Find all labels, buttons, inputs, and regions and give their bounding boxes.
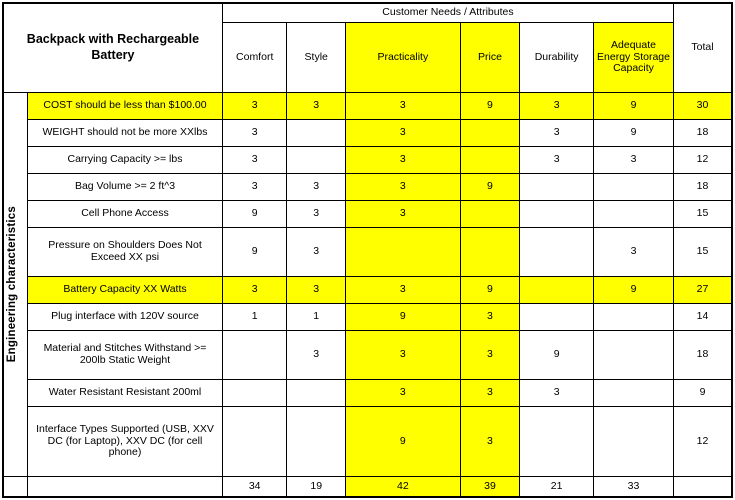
cell-battery-total: 27 bbox=[673, 277, 732, 304]
cell-carrying-price bbox=[460, 147, 519, 174]
cell-cellphone-price bbox=[460, 201, 519, 228]
totals-row-label bbox=[28, 477, 223, 498]
totals-row bbox=[3, 477, 732, 498]
page-title: Backpack with Rechargeable Battery bbox=[26, 32, 200, 63]
cell-weight-durability: 3 bbox=[520, 120, 594, 147]
row-label-water-resistant: Water Resistant Resistant 200ml bbox=[28, 379, 223, 406]
corner-title-cell bbox=[3, 3, 222, 93]
cell-weight-total: 18 bbox=[673, 120, 732, 147]
cell-interface-style bbox=[287, 406, 345, 476]
column-header-price: Price bbox=[460, 23, 519, 93]
total-energy: 33 bbox=[594, 477, 674, 498]
cell-carrying-style bbox=[287, 147, 345, 174]
cell-plug-total: 14 bbox=[673, 304, 732, 331]
cell-battery-durability bbox=[520, 277, 594, 304]
row-label-cell-phone-access: Cell Phone Access bbox=[28, 201, 223, 228]
row-label-cost: COST should be less than $100.00 bbox=[28, 93, 223, 120]
cell-cost-practicality: 3 bbox=[345, 93, 460, 120]
cell-water-price: 3 bbox=[460, 379, 519, 406]
cell-cellphone-style: 3 bbox=[287, 201, 345, 228]
cell-material-style: 3 bbox=[287, 331, 345, 380]
cell-material-energy bbox=[594, 331, 674, 380]
cell-cost-style: 3 bbox=[287, 93, 345, 120]
cell-cellphone-comfort: 9 bbox=[222, 201, 287, 228]
cell-pressure-style: 3 bbox=[287, 228, 345, 277]
row-label-interface-types: Interface Types Supported (USB, XXV DC (for Laptop), XXV DC (for cell phone) bbox=[28, 406, 223, 476]
table-row bbox=[3, 93, 732, 120]
cell-plug-comfort: 1 bbox=[222, 304, 287, 331]
customer-needs-group-header: Customer Needs / Attributes bbox=[222, 3, 673, 23]
cell-battery-practicality: 3 bbox=[345, 277, 460, 304]
cell-battery-energy: 9 bbox=[594, 277, 674, 304]
cell-water-style bbox=[287, 379, 345, 406]
cell-bagvolume-comfort: 3 bbox=[222, 174, 287, 201]
column-header-adequate-energy-storage-capacity: Adequate Energy Storage Capacity bbox=[594, 23, 674, 93]
row-label-bag-volume: Bag Volume >= 2 ft^3 bbox=[28, 174, 223, 201]
cell-interface-practicality: 9 bbox=[345, 406, 460, 476]
cell-cellphone-total: 15 bbox=[673, 201, 732, 228]
cell-water-energy bbox=[594, 379, 674, 406]
table-row bbox=[3, 379, 732, 406]
column-header-style: Style bbox=[287, 23, 345, 93]
cell-battery-style: 3 bbox=[287, 277, 345, 304]
cell-bagvolume-price: 9 bbox=[460, 174, 519, 201]
cell-pressure-durability bbox=[520, 228, 594, 277]
cell-plug-price: 3 bbox=[460, 304, 519, 331]
header-group-row bbox=[3, 3, 732, 23]
total-style: 19 bbox=[287, 477, 345, 498]
table-row bbox=[3, 201, 732, 228]
cell-cost-total: 30 bbox=[673, 93, 732, 120]
cell-material-total: 18 bbox=[673, 331, 732, 380]
cell-battery-price: 9 bbox=[460, 277, 519, 304]
table-row bbox=[3, 174, 732, 201]
table-row bbox=[3, 331, 732, 380]
engineering-characteristics-axis-label bbox=[3, 93, 28, 477]
side-axis-label-text: Engineering characteristics bbox=[6, 206, 18, 363]
total-practicality: 42 bbox=[345, 477, 460, 498]
cell-plug-practicality: 9 bbox=[345, 304, 460, 331]
cell-water-total: 9 bbox=[673, 379, 732, 406]
cell-cost-comfort: 3 bbox=[222, 93, 287, 120]
total-durability: 21 bbox=[520, 477, 594, 498]
cell-cost-durability: 3 bbox=[520, 93, 594, 120]
cell-bagvolume-total: 18 bbox=[673, 174, 732, 201]
cell-interface-durability bbox=[520, 406, 594, 476]
cell-carrying-energy: 3 bbox=[594, 147, 674, 174]
cell-bagvolume-energy bbox=[594, 174, 674, 201]
cell-battery-comfort: 3 bbox=[222, 277, 287, 304]
row-label-material-stitches: Material and Stitches Withstand >= 200lb Static Weight bbox=[28, 331, 223, 380]
row-label-carrying-capacity: Carrying Capacity >= lbs bbox=[28, 147, 223, 174]
cell-pressure-energy: 3 bbox=[594, 228, 674, 277]
cell-plug-energy bbox=[594, 304, 674, 331]
row-label-weight: WEIGHT should not be more XXlbs bbox=[28, 120, 223, 147]
row-label-plug-interface: Plug interface with 120V source bbox=[28, 304, 223, 331]
total-grand bbox=[673, 477, 732, 498]
cell-bagvolume-durability bbox=[520, 174, 594, 201]
cell-water-durability: 3 bbox=[520, 379, 594, 406]
cell-bagvolume-style: 3 bbox=[287, 174, 345, 201]
cell-water-practicality: 3 bbox=[345, 379, 460, 406]
cell-interface-price: 3 bbox=[460, 406, 519, 476]
cell-pressure-comfort: 9 bbox=[222, 228, 287, 277]
cell-water-comfort bbox=[222, 379, 287, 406]
column-header-practicality: Practicality bbox=[345, 23, 460, 93]
cell-weight-energy: 9 bbox=[594, 120, 674, 147]
row-label-pressure-shoulders: Pressure on Shoulders Does Not Exceed XX psi bbox=[28, 228, 223, 277]
cell-cost-price: 9 bbox=[460, 93, 519, 120]
cell-carrying-durability: 3 bbox=[520, 147, 594, 174]
table-row bbox=[3, 228, 732, 277]
total-price: 39 bbox=[460, 477, 519, 498]
cell-material-durability: 9 bbox=[520, 331, 594, 380]
cell-cellphone-practicality: 3 bbox=[345, 201, 460, 228]
cell-weight-price bbox=[460, 120, 519, 147]
cell-interface-energy bbox=[594, 406, 674, 476]
total-column-header: Total bbox=[673, 3, 732, 93]
qfd-table bbox=[2, 2, 733, 498]
cell-plug-style: 1 bbox=[287, 304, 345, 331]
cell-carrying-practicality: 3 bbox=[345, 147, 460, 174]
cell-weight-practicality: 3 bbox=[345, 120, 460, 147]
table-row bbox=[3, 147, 732, 174]
cell-bagvolume-practicality: 3 bbox=[345, 174, 460, 201]
cell-interface-total: 12 bbox=[673, 406, 732, 476]
cell-interface-comfort bbox=[222, 406, 287, 476]
totals-row-spacer bbox=[3, 477, 28, 498]
table-row bbox=[3, 406, 732, 476]
table-row bbox=[3, 304, 732, 331]
column-header-durability: Durability bbox=[520, 23, 594, 93]
table-row bbox=[3, 120, 732, 147]
cell-material-comfort bbox=[222, 331, 287, 380]
cell-cellphone-durability bbox=[520, 201, 594, 228]
table-row bbox=[3, 277, 732, 304]
cell-weight-style bbox=[287, 120, 345, 147]
cell-pressure-total: 15 bbox=[673, 228, 732, 277]
total-comfort: 34 bbox=[222, 477, 287, 498]
cell-cost-energy: 9 bbox=[594, 93, 674, 120]
row-label-battery-capacity: Battery Capacity XX Watts bbox=[28, 277, 223, 304]
cell-weight-comfort: 3 bbox=[222, 120, 287, 147]
cell-cellphone-energy bbox=[594, 201, 674, 228]
cell-carrying-total: 12 bbox=[673, 147, 732, 174]
column-header-comfort: Comfort bbox=[222, 23, 287, 93]
cell-plug-durability bbox=[520, 304, 594, 331]
cell-pressure-practicality bbox=[345, 228, 460, 277]
cell-carrying-comfort: 3 bbox=[222, 147, 287, 174]
cell-material-practicality: 3 bbox=[345, 331, 460, 380]
cell-pressure-price bbox=[460, 228, 519, 277]
cell-material-price: 3 bbox=[460, 331, 519, 380]
